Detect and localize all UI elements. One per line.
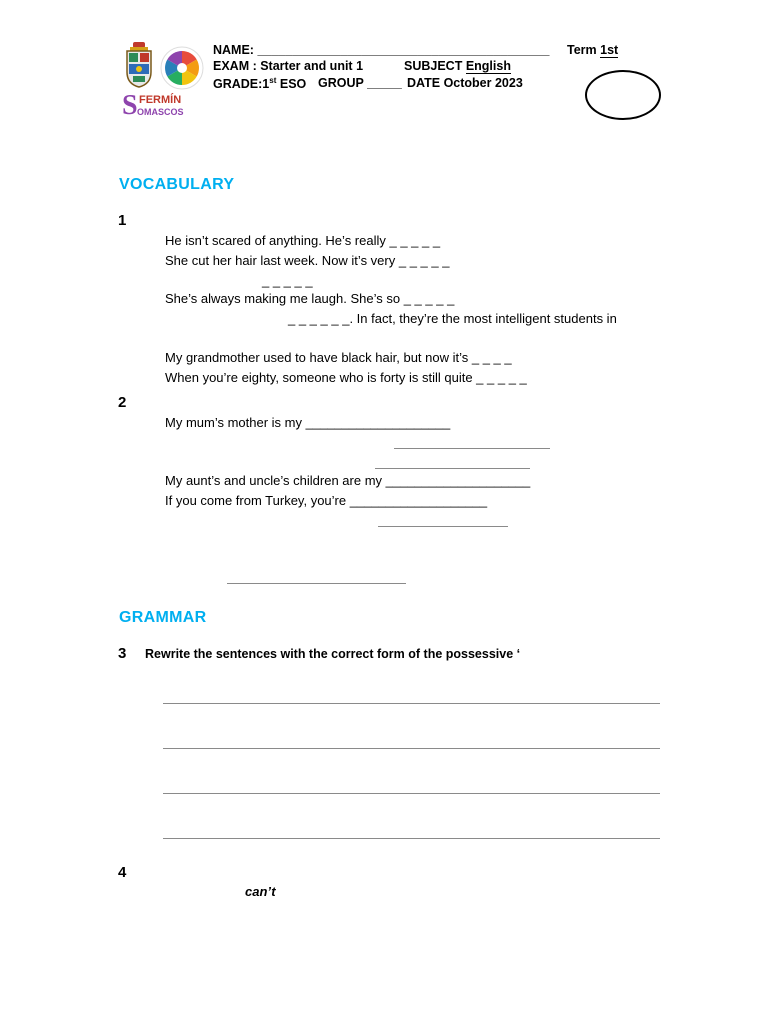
header-grade: [213, 76, 306, 91]
ex2-answer-line-b[interactable]: [375, 468, 530, 469]
exercise-2-number: 2: [118, 394, 127, 411]
ex1-line-6: My grandmother used to have black hair, but now it’s _ _ _ _: [165, 350, 512, 365]
grade-label: GRADE:1: [213, 77, 270, 92]
ex3-answer-line-2[interactable]: [163, 748, 660, 749]
logo-text-line-2: OMASCOS: [137, 107, 184, 117]
name-label: NAME:: [213, 43, 258, 57]
ex4-word: can’t: [245, 884, 276, 899]
school-name-logo: [120, 90, 184, 124]
header-name-line: [213, 43, 549, 57]
header-date: [407, 76, 523, 90]
ex2-answer-line-c[interactable]: [378, 526, 508, 527]
subject-value: English: [465, 59, 511, 73]
term-label: Term: [567, 43, 601, 57]
exam-label: EXAM : Starter and unit 1: [213, 59, 364, 73]
grade-rest: ESO: [276, 77, 307, 92]
ex1-line-3: _ _ _ _ _: [262, 273, 313, 288]
exercise-4-number: 4: [118, 864, 127, 881]
ex2-line-3: If you come from Turkey, you’re ___________________: [165, 493, 488, 508]
header-group: [318, 76, 402, 90]
logo-initial: S: [122, 90, 138, 121]
ex1-line-5: _ _ _ _ _ _. In fact, they’re the most intelligent students in: [288, 311, 617, 326]
logo-text-line-1: FERMÍN: [139, 94, 182, 106]
term-value: 1st: [600, 43, 619, 57]
header-term: [567, 43, 618, 58]
grammar-title: GRAMMAR: [119, 609, 207, 626]
grade-superscript: st: [269, 76, 277, 85]
ex2-line-1: My mum’s mother is my ____________________: [165, 415, 451, 430]
ex3-answer-line-4[interactable]: [163, 838, 660, 839]
exercise-1-number: 1: [118, 212, 127, 229]
ex3-answer-line-3[interactable]: [163, 793, 660, 794]
header-subject: [404, 59, 511, 74]
ex2-answer-line-a[interactable]: [394, 448, 550, 449]
header-exam: [213, 59, 363, 73]
exercise-3-number: 3: [118, 645, 127, 662]
ex3-answer-line-1[interactable]: [163, 703, 660, 704]
ex1-line-4: She’s always making me laugh. She’s so _ _ _ _ _: [165, 291, 455, 306]
colorful-circle-logo: [160, 46, 204, 90]
ex2-line-2: My aunt’s and uncle’s children are my ____________________: [165, 473, 531, 488]
ex2-answer-line-d[interactable]: [227, 583, 406, 584]
coat-of-arms-logo: [124, 42, 154, 88]
ex1-line-1: He isn’t scared of anything. He’s really _ _ _ _ _: [165, 233, 441, 248]
date-label: DATE October 2023: [407, 76, 523, 90]
ex3-instruction: Rewrite the sentences with the correct form of the possessive ‘: [145, 647, 521, 661]
ex1-line-7: When you’re eighty, someone who is forty is still quite _ _ _ _ _: [165, 370, 527, 385]
subject-label: SUBJECT: [404, 59, 466, 73]
group-label: GROUP _____: [318, 76, 402, 90]
score-oval: [585, 70, 661, 120]
vocabulary-title: VOCABULARY: [119, 176, 235, 193]
name-field[interactable]: __________________________________________: [257, 43, 550, 57]
ex1-line-2: She cut her hair last week. Now it’s very _ _ _ _ _: [165, 253, 450, 268]
